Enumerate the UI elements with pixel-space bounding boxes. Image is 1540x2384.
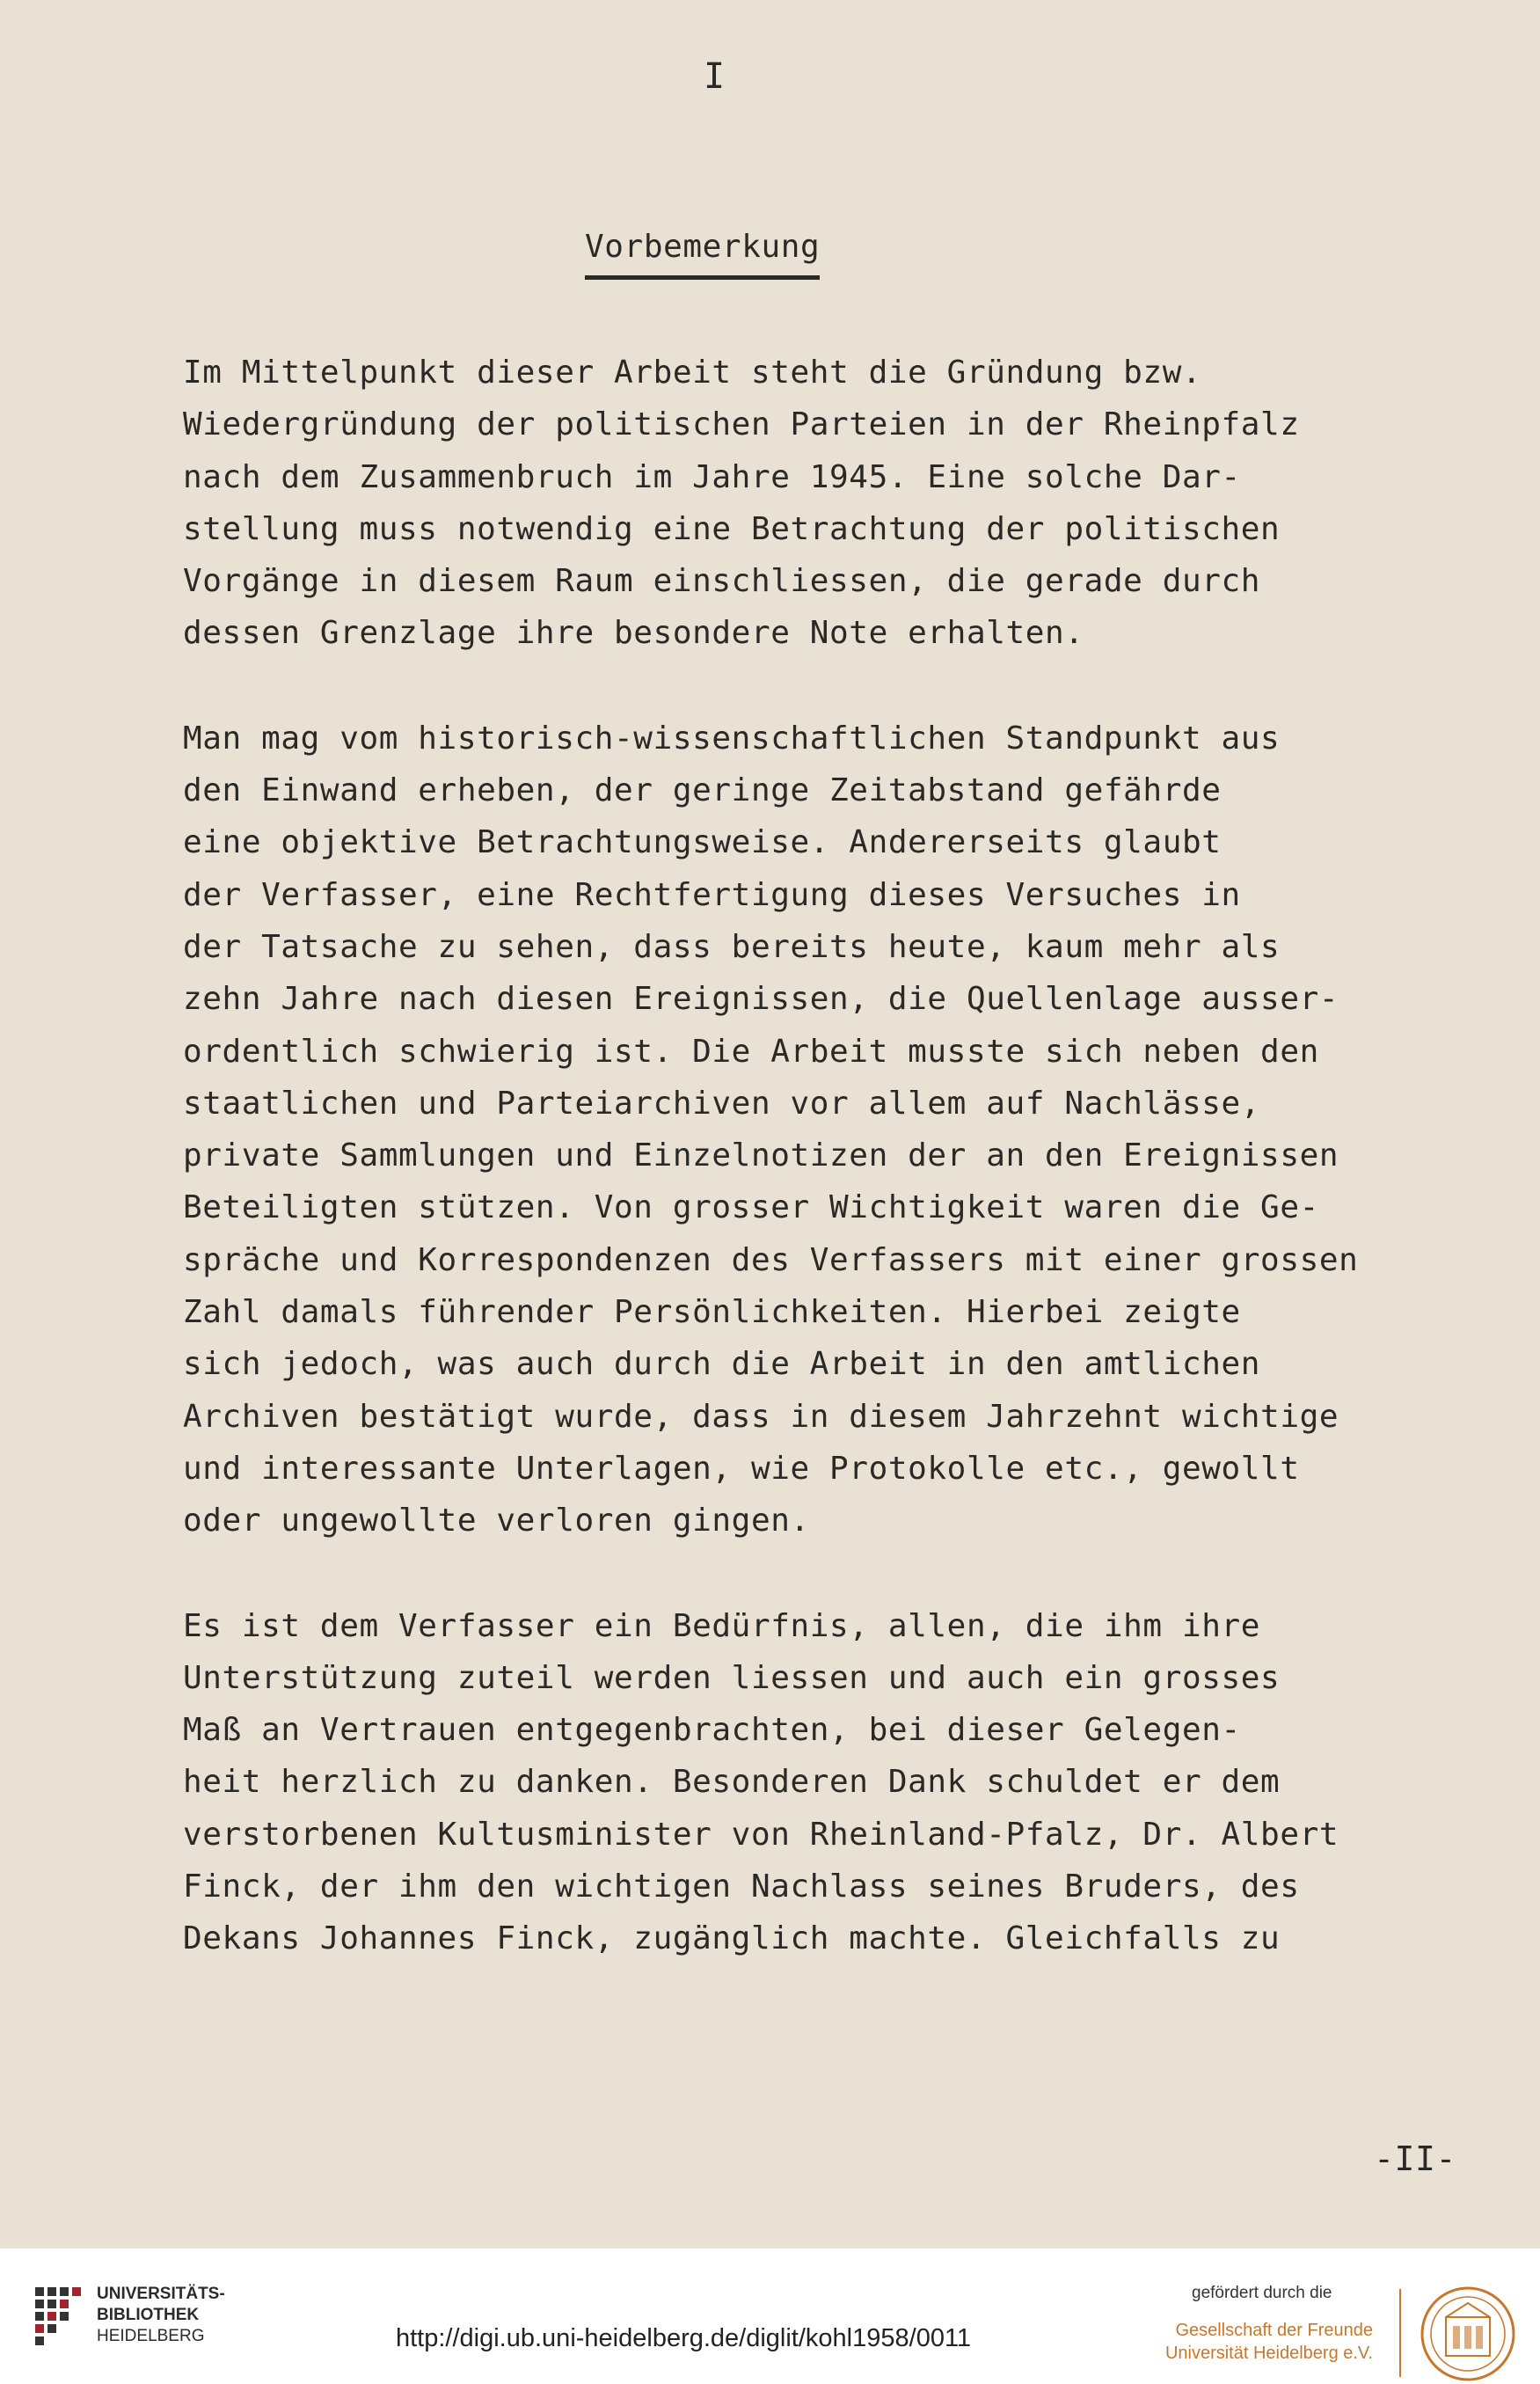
text-line: Wiedergründung der politischen Parteien in der Rheinpfalz bbox=[183, 406, 1300, 443]
text-line: spräche und Korrespondenzen des Verfassers mit einer grossen bbox=[183, 1241, 1359, 1278]
text-line: verstorbenen Kultusminister von Rheinland-Pfalz, Dr. Albert bbox=[183, 1816, 1339, 1853]
paragraph bbox=[183, 713, 1476, 1547]
page-number-roman: I bbox=[704, 56, 726, 97]
library-name bbox=[97, 2284, 225, 2347]
text-line: der Tatsache zu sehen, dass bereits heute, kaum mehr als bbox=[183, 928, 1281, 965]
text-line: Zahl damals führender Persönlichkeiten. Hierbei zeigte bbox=[183, 1294, 1241, 1331]
text-line: der Verfasser, eine Rechtfertigung dieses Versuches in bbox=[183, 876, 1241, 913]
text-line: Unterstützung zuteil werden liessen und auch ein grosses bbox=[183, 1659, 1281, 1696]
text-line: Finck, der ihm den wichtigen Nachlass seines Bruders, des bbox=[183, 1868, 1300, 1905]
permalink-url[interactable]: http://digi.ub.uni-heidelberg.de/diglit/kohl1958/0011 bbox=[396, 2324, 972, 2352]
text-line: Maß an Vertrauen entgegenbrachten, bei dieser Gelegen- bbox=[183, 1712, 1241, 1749]
text-line: heit herzlich zu danken. Besonderen Dank schuldet er dem bbox=[183, 1764, 1281, 1801]
text-line: Es ist dem Verfasser ein Bedürfnis, allen, die ihm ihre bbox=[183, 1607, 1261, 1644]
body-text bbox=[183, 347, 1476, 2018]
text-line: sich jedoch, was auch durch die Arbeit in den amtlichen bbox=[183, 1346, 1261, 1383]
footer-divider bbox=[1399, 2289, 1401, 2377]
text-line: private Sammlungen und Einzelnotizen der an den Ereignissen bbox=[183, 1137, 1339, 1174]
text-line: Im Mittelpunkt dieser Arbeit steht die Gründung bzw. bbox=[183, 355, 1202, 391]
text-line: nach dem Zusammenbruch im Jahre 1945. Eine solche Dar- bbox=[183, 458, 1241, 495]
text-line: oder ungewollte verloren gingen. bbox=[183, 1503, 810, 1539]
text-line: eine objektive Betrachtungsweise. Andererseits glaubt bbox=[183, 824, 1222, 861]
text-line: Vorgänge in diesem Raum einschliessen, die gerade durch bbox=[183, 563, 1261, 600]
sponsor-name bbox=[1165, 2319, 1373, 2365]
sponsor-name-line: Gesellschaft der Freunde bbox=[1175, 2321, 1373, 2340]
text-line: ordentlich schwierig ist. Die Arbeit musste sich neben den bbox=[183, 1033, 1319, 1070]
text-line: zehn Jahre nach diesen Ereignissen, die Quellenlage ausser- bbox=[183, 981, 1339, 1018]
text-line: Beteiligten stützen. Von grosser Wichtigkeit waren die Ge- bbox=[183, 1189, 1319, 1226]
text-line: und interessante Unterlagen, wie Protokolle etc., gewollt bbox=[183, 1450, 1300, 1487]
text-line: stellung muss notwendig eine Betrachtung der politischen bbox=[183, 510, 1281, 547]
sponsor-label: gefördert durch die bbox=[1192, 2284, 1332, 2302]
text-line: staatlichen und Parteiarchiven vor allem auf Nachlässe, bbox=[183, 1085, 1261, 1122]
paragraph bbox=[183, 1600, 1476, 1965]
text-line: den Einwand erheben, der geringe Zeitabstand gefährde bbox=[183, 772, 1222, 809]
text-line: Dekans Johannes Finck, zugänglich machte. Gleichfalls zu bbox=[183, 1920, 1281, 1957]
sponsor-name-line: Universität Heidelberg e.V. bbox=[1164, 2344, 1373, 2363]
university-seal-icon bbox=[1420, 2285, 1516, 2382]
text-line: Archiven bestätigt wurde, dass in diesem Jahrzehnt wichtige bbox=[183, 1398, 1339, 1435]
text-line: dessen Grenzlage ihre besondere Note erhalten. bbox=[183, 615, 1084, 652]
page-heading: Vorbemerkung bbox=[585, 229, 820, 280]
library-logo-icon bbox=[30, 2284, 86, 2356]
text-line: Man mag vom historisch-wissenschaftlichen Standpunkt aus bbox=[183, 720, 1281, 757]
digitization-footer bbox=[0, 2249, 1540, 2384]
library-name-line: BIBLIOTHEK bbox=[97, 2306, 200, 2324]
paragraph bbox=[183, 347, 1476, 660]
library-name-line: UNIVERSITÄTS- bbox=[97, 2285, 225, 2303]
library-name-line: HEIDELBERG bbox=[97, 2327, 205, 2345]
catchword-next-page: -II- bbox=[1374, 2139, 1456, 2178]
